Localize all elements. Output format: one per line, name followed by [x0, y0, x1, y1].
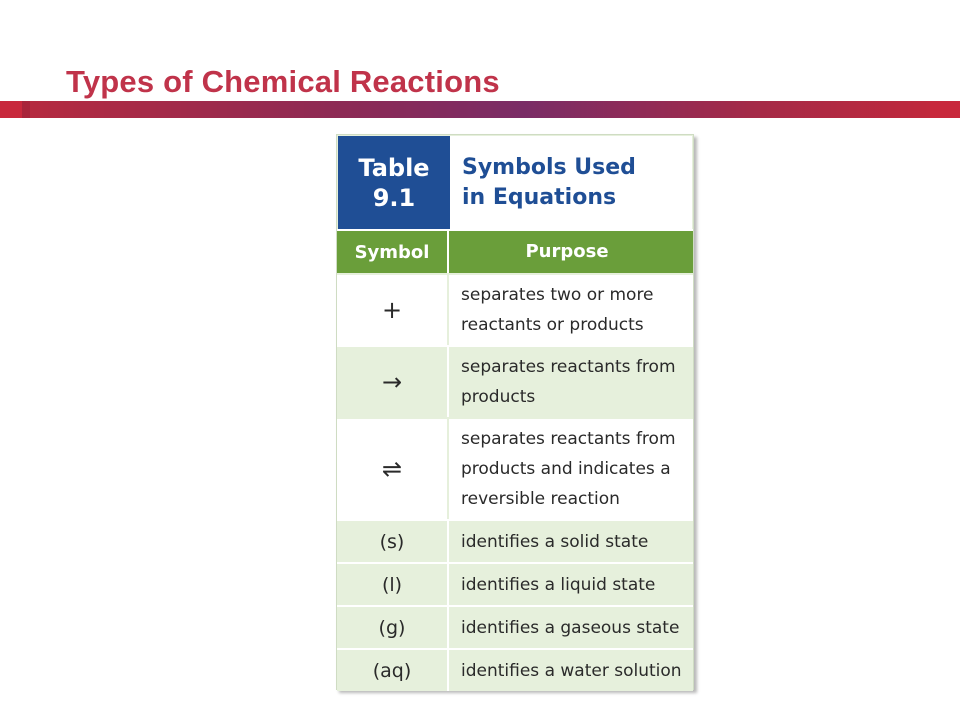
symbol-cell: (l) [337, 564, 449, 605]
title-underline-bar [0, 101, 960, 118]
column-header-purpose: Purpose [525, 241, 609, 262]
symbols-table [336, 134, 694, 690]
symbol-cell: (aq) [337, 650, 449, 691]
purpose-cell: identifies a gaseous state [461, 617, 680, 638]
table-number-box [338, 136, 450, 230]
table-row [337, 648, 693, 691]
column-header-symbol: Symbol [337, 231, 449, 273]
slide-title: Types of Chemical Reactions [66, 64, 500, 99]
bar-segment-main [30, 101, 930, 118]
bar-segment-right [930, 101, 960, 118]
table-row [337, 417, 693, 519]
purpose-cell: identifies a solid state [461, 531, 649, 552]
purpose-cell: separates reactants from products and indicates a reversible reaction [461, 429, 676, 509]
table-row [337, 519, 693, 562]
symbol-cell: (s) [337, 521, 449, 562]
purpose-cell: identifies a liquid state [461, 574, 656, 595]
purpose-cell: separates two or more reactants or products [461, 285, 654, 335]
table-header-row [337, 229, 693, 273]
table-row [337, 273, 693, 345]
table-row [337, 605, 693, 648]
purpose-cell: separates reactants from products [461, 357, 676, 407]
symbol-cell: (g) [337, 607, 449, 648]
bar-segment-divider [22, 101, 30, 118]
table-label: Table [358, 154, 430, 182]
table-caption [450, 136, 692, 230]
table-body [337, 229, 693, 691]
table-heading [338, 136, 692, 230]
symbol-cell: ⇌ [337, 419, 449, 519]
table-row [337, 345, 693, 417]
table-number: 9.1 [372, 184, 416, 212]
symbol-cell: → [337, 347, 449, 417]
symbol-cell: + [337, 275, 449, 345]
purpose-cell: identifies a water solution [461, 660, 682, 681]
table-row [337, 562, 693, 605]
table-caption-line2: in Equations [462, 185, 617, 210]
table-caption-line1: Symbols Used [462, 155, 636, 180]
bar-segment-left [0, 101, 22, 118]
